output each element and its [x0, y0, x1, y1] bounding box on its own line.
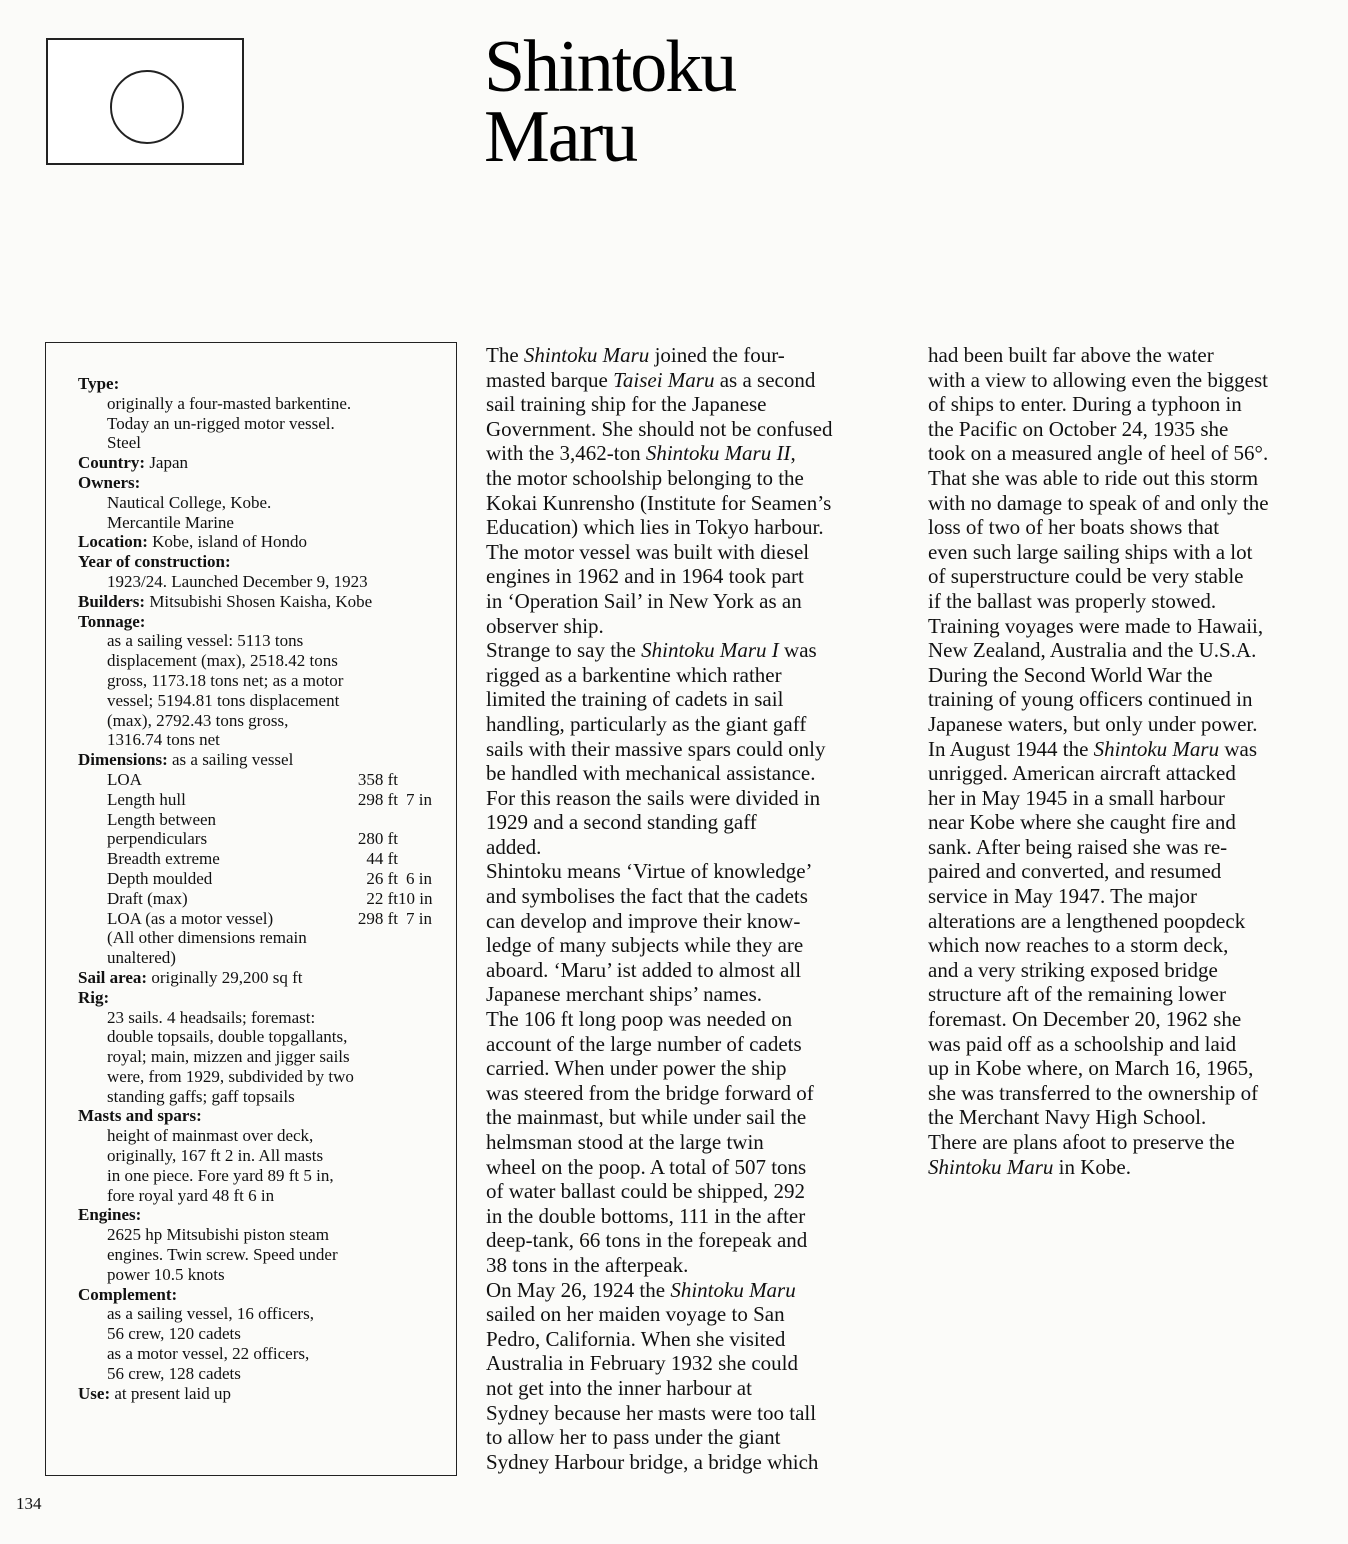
location-value: Kobe, island of Hondo: [152, 532, 308, 552]
tonnage-label: Tonnage:: [78, 611, 146, 631]
dimension-row: [107, 928, 450, 948]
article-line: On May 26, 1924 the Shintoku Maru: [486, 1277, 796, 1302]
article-line: engines in 1962 and in 1964 took part: [486, 564, 804, 589]
dimension-inches: [398, 849, 432, 869]
country-entry: [78, 453, 450, 473]
country-value: Japan: [149, 453, 189, 473]
article-line: ledge of many subjects while they are: [486, 933, 804, 958]
title-line-1: Shintoku: [484, 26, 736, 108]
article-line: and a very striking exposed bridge: [928, 957, 1218, 982]
article-line: Pedro, California. When she visited: [486, 1326, 786, 1351]
article-line: and symbolises the fact that the cadets: [486, 884, 808, 909]
article-line: she was transferred to the ownership of: [928, 1080, 1259, 1105]
fact-line: double topsails, double topgallants,: [107, 1027, 348, 1047]
fact-box: [45, 342, 457, 1476]
dimension-name: (All other dimensions remain: [107, 928, 307, 948]
page-number: 134: [16, 1494, 42, 1513]
engines-entry: [78, 1205, 450, 1284]
article-line: sail training ship for the Japanese: [486, 392, 767, 417]
article-line: of ships to enter. During a typhoon in: [928, 392, 1242, 417]
location-label: Location:: [78, 532, 148, 552]
tonnage-entry: [78, 612, 450, 751]
article-line: 1929 and a second standing gaff: [486, 810, 757, 835]
article-line: masted barque Taisei Maru as a second: [486, 367, 816, 392]
fact-line: royal; main, mizzen and jigger sails: [107, 1047, 350, 1067]
fact-line: engines. Twin screw. Speed under: [107, 1245, 338, 1265]
article-line: deep-tank, 66 tons in the forepeak and: [486, 1228, 808, 1253]
sail-label: Sail area:: [78, 967, 148, 987]
article-line: Government. She should not be confused: [486, 416, 833, 441]
complement-entry: [78, 1285, 450, 1384]
article-line: alterations are a lengthened poopdeck: [928, 908, 1246, 933]
dimension-name: Depth moulded: [107, 868, 213, 888]
article-line: Sydney because her masts were too tall: [486, 1400, 817, 1425]
dimension-feet: 22 ft: [366, 888, 398, 908]
article-line: near Kobe where she caught fire and: [928, 810, 1236, 835]
dimension-name: Breadth extreme: [107, 849, 220, 869]
year-entry: [78, 552, 450, 592]
article-line: rigged as a barkentine which rather: [486, 662, 782, 687]
owners-label: Owners:: [78, 472, 141, 492]
rig-label: Rig:: [78, 987, 110, 1007]
article-line: added.: [486, 834, 542, 859]
fact-line: 1923/24. Launched December 9, 1923: [107, 571, 368, 591]
dimension-inches: [398, 829, 432, 849]
flag-disc: [110, 70, 184, 144]
ship-name: Shintoku Maru II: [645, 441, 791, 466]
article-line: handling, particularly as the giant gaff: [486, 711, 807, 736]
article-line: the Merchant Navy High School.: [928, 1105, 1207, 1130]
dimension-inches: [398, 770, 432, 790]
dimension-inches: 6 in: [406, 868, 432, 888]
year-lines: [78, 572, 450, 592]
tonnage-lines: [78, 631, 450, 750]
ship-name: Shintoku Maru: [523, 343, 650, 367]
article-line: service in May 1947. The major: [928, 884, 1198, 909]
article-line: During the Second World War the: [928, 662, 1213, 687]
article-line: with the 3,462-ton Shintoku Maru II,: [486, 441, 796, 466]
article-line: The motor vessel was built with diesel: [486, 539, 810, 564]
article-line: For this reason the sails were divided in: [486, 785, 821, 810]
type-label: Type:: [78, 374, 120, 393]
dimension-row: [107, 909, 450, 929]
fact-line: fore royal yard 48 ft 6 in: [107, 1185, 275, 1205]
dimension-inches: 7 in: [406, 789, 432, 809]
dimension-row: [107, 790, 450, 810]
article-line: was paid off as a schoolship and laid: [928, 1031, 1237, 1056]
article-line: of water ballast could be shipped, 292: [486, 1179, 805, 1204]
dimension-name: LOA (as a motor vessel): [107, 908, 274, 928]
article-line: sails with their massive spars could only: [486, 736, 826, 761]
article-line: Shintoku means ‘Virtue of knowledge’: [486, 859, 813, 884]
dimension-row: [107, 948, 450, 968]
dimensions-label: Dimensions:: [78, 750, 168, 770]
article-line: the motor schoolship belonging to the: [486, 465, 804, 490]
dimension-inches: 7 in: [406, 908, 432, 928]
article-line: not get into the inner harbour at: [486, 1375, 752, 1400]
rig-entry: [78, 988, 450, 1107]
fact-line: standing gaffs; gaff topsails: [107, 1086, 295, 1106]
article-column-1: [486, 343, 898, 1474]
dimension-feet: 280 ft: [357, 829, 398, 849]
ship-name: Shintoku Maru: [670, 1277, 796, 1302]
article-line: Sydney Harbour bridge, a bridge which: [486, 1449, 819, 1474]
article-line: up in Kobe where, on March 16, 1965,: [928, 1056, 1254, 1081]
dimensions-intro: as a sailing vessel: [171, 750, 294, 770]
fact-line: as a sailing vessel, 16 officers,: [107, 1304, 314, 1324]
article-line: training of young officers continued in: [928, 687, 1253, 712]
article-line: wheel on the poop. A total of 507 tons: [486, 1154, 807, 1179]
dimension-name: perpendiculars: [107, 829, 208, 849]
ship-name: Taisei Maru: [613, 367, 715, 392]
article-line: Shintoku Maru in Kobe.: [928, 1154, 1131, 1179]
article-line: was steered from the bridge forward of: [486, 1080, 814, 1105]
dimension-name: unaltered): [107, 948, 176, 968]
article-line: aboard. ‘Maru’ ist added to almost all: [486, 957, 802, 982]
article-line: The 106 ft long poop was needed on: [486, 1007, 793, 1032]
article-line: helmsman stood at the large twin: [486, 1130, 764, 1154]
fact-line: originally, 167 ft 2 in. All masts: [107, 1146, 324, 1166]
article-line: be handled with mechanical assistance.: [486, 761, 816, 786]
article-line: Australia in February 1932 she could: [486, 1351, 799, 1376]
fact-line: gross, 1173.18 tons net; as a motor: [107, 670, 344, 690]
article-line: observer ship.: [486, 613, 604, 638]
article-line: in ‘Operation Sail’ in New York as an: [486, 588, 802, 613]
masts-lines: [78, 1126, 450, 1205]
complement-lines: [78, 1304, 450, 1383]
dimension-row: [107, 889, 450, 909]
article-line: which now reaches to a storm deck,: [928, 933, 1229, 958]
dimensions-table: [78, 770, 450, 968]
owners-entry: [78, 473, 450, 532]
article-line: Education) which lies in Tokyo harbour.: [486, 515, 824, 540]
dimension-row: [107, 849, 450, 869]
japan-flag-icon: [46, 38, 244, 165]
article-line: if the ballast was properly stowed.: [928, 588, 1217, 613]
fact-line: height of mainmast over deck,: [107, 1126, 314, 1146]
article-line: carried. When under power the ship: [486, 1056, 787, 1081]
page-title: [484, 26, 736, 178]
fact-line: 56 crew, 128 cadets: [107, 1363, 241, 1383]
article-line: There are plans afoot to preserve the: [928, 1130, 1235, 1154]
article-line: with no damage to speak of and only the: [928, 490, 1269, 515]
article-line: of superstructure could be very stable: [928, 564, 1244, 589]
location-entry: [78, 532, 450, 552]
dimension-feet: 358 ft: [357, 769, 398, 789]
owners-lines: [78, 493, 450, 533]
fact-line: (max), 2792.43 tons gross,: [107, 710, 289, 730]
masts-label: Masts and spars:: [78, 1106, 202, 1126]
article-line: took on a measured angle of heel of 56°.: [928, 441, 1269, 466]
builders-label: Builders:: [78, 591, 146, 611]
dimension-name: LOA: [107, 769, 142, 789]
fact-line: power 10.5 knots: [107, 1264, 225, 1284]
engines-lines: [78, 1225, 450, 1284]
fact-line: originally a four-masted barkentine.: [107, 393, 352, 413]
type-lines: [78, 394, 450, 453]
dimension-name: Length hull: [107, 789, 186, 809]
dimension-feet: 44 ft: [366, 849, 398, 869]
article-line: to allow her to pass under the giant: [486, 1425, 781, 1450]
dimension-row: [107, 829, 450, 849]
fact-line: vessel; 5194.81 tons displacement: [107, 690, 340, 710]
article-line: Japanese waters, but only under power.: [928, 711, 1258, 736]
sail-entry: [78, 968, 450, 988]
fact-line: as a motor vessel, 22 officers,: [107, 1344, 310, 1364]
dimension-row: [107, 869, 450, 889]
builders-entry: [78, 592, 450, 612]
sail-value: originally 29,200 sq ft: [151, 967, 303, 987]
ship-name: Shintoku Maru: [1093, 736, 1220, 761]
article-line: paired and converted, and resumed: [928, 859, 1222, 884]
dimension-row: [107, 810, 450, 830]
dimension-feet: 298 ft: [357, 789, 398, 809]
article-line: foremast. On December 20, 1962 she: [928, 1007, 1242, 1032]
article-line: account of the large number of cadets: [486, 1031, 802, 1056]
article-line: Kokai Kunrensho (Institute for Seamen’s: [486, 490, 832, 515]
article-line: 38 tons in the afterpeak.: [486, 1252, 689, 1277]
article-line: the Pacific on October 24, 1935 she: [928, 416, 1229, 441]
article-line: unrigged. American aircraft attacked: [928, 761, 1236, 786]
article-line: The Shintoku Maru joined the four-: [486, 343, 785, 367]
dimension-name: Draft (max): [107, 888, 188, 908]
dimension-feet: 298 ft: [357, 908, 398, 928]
ship-name: Shintoku Maru: [928, 1154, 1054, 1179]
use-value: at present laid up: [114, 1383, 231, 1403]
dimension-row: [107, 770, 450, 790]
dimension-name: Length between: [107, 809, 217, 829]
article-line: sank. After being raised she was re-: [928, 834, 1228, 859]
fact-line: displacement (max), 2518.42 tons: [107, 651, 338, 671]
fact-line: 2625 hp Mitsubishi piston steam: [107, 1225, 329, 1245]
complement-label: Complement:: [78, 1284, 178, 1304]
fact-line: as a sailing vessel: 5113 tons: [107, 631, 304, 651]
fact-line: 56 crew, 120 cadets: [107, 1324, 241, 1344]
article-line: sailed on her maiden voyage to San: [486, 1302, 785, 1327]
fact-line: were, from 1929, subdivided by two: [107, 1066, 354, 1086]
fact-line: Steel: [107, 433, 141, 453]
fact-line: Nautical College, Kobe.: [107, 492, 272, 512]
article-line: limited the training of cadets in sail: [486, 687, 784, 712]
article-line: In August 1944 the Shintoku Maru was: [928, 736, 1257, 761]
masts-entry: [78, 1106, 450, 1205]
dimensions-entry: [78, 750, 450, 968]
article-line: even such large sailing ships with a lot: [928, 539, 1253, 564]
use-entry: [78, 1384, 450, 1404]
year-label: Year of construction:: [78, 552, 231, 572]
article-line: the mainmast, but while under sail the: [486, 1105, 807, 1130]
fact-line: Mercantile Marine: [107, 512, 234, 532]
fact-line: in one piece. Fore yard 89 ft 5 in,: [107, 1165, 334, 1185]
title-line-2: Maru: [484, 96, 637, 178]
article-line: with a view to allowing even the biggest: [928, 367, 1269, 392]
dimension-inches: 10 in: [398, 888, 433, 908]
article-column-2: [928, 343, 1340, 1179]
type-entry: [78, 374, 450, 453]
article-line: in the double bottoms, 111 in the after: [486, 1203, 806, 1228]
country-label: Country:: [78, 453, 146, 473]
fact-line: 1316.74 tons net: [107, 730, 220, 750]
engines-label: Engines:: [78, 1205, 142, 1225]
builders-value: Mitsubishi Shosen Kaisha, Kobe: [149, 591, 373, 611]
article-line: loss of two of her boats shows that: [928, 515, 1220, 540]
ship-name: Shintoku Maru I: [641, 638, 779, 663]
article-line: can develop and improve their know-: [486, 908, 801, 933]
article-line: New Zealand, Australia and the U.S.A.: [928, 638, 1257, 663]
rig-lines: [78, 1008, 450, 1107]
article-line: Japanese merchant ships’ names.: [486, 982, 763, 1007]
article-line: Training voyages were made to Hawaii,: [928, 613, 1264, 638]
article-line: her in May 1945 in a small harbour: [928, 785, 1225, 810]
article-line: had been built far above the water: [928, 343, 1214, 367]
dimension-feet: 26 ft: [366, 868, 398, 888]
fact-line: Today an un-rigged motor vessel.: [107, 413, 335, 433]
article-line: That she was able to ride out this storm: [928, 465, 1259, 490]
article-line: Strange to say the Shintoku Maru I was: [486, 638, 817, 663]
use-label: Use:: [78, 1383, 111, 1403]
fact-line: 23 sails. 4 headsails; foremast:: [107, 1007, 316, 1027]
article-line: structure aft of the remaining lower: [928, 982, 1226, 1007]
